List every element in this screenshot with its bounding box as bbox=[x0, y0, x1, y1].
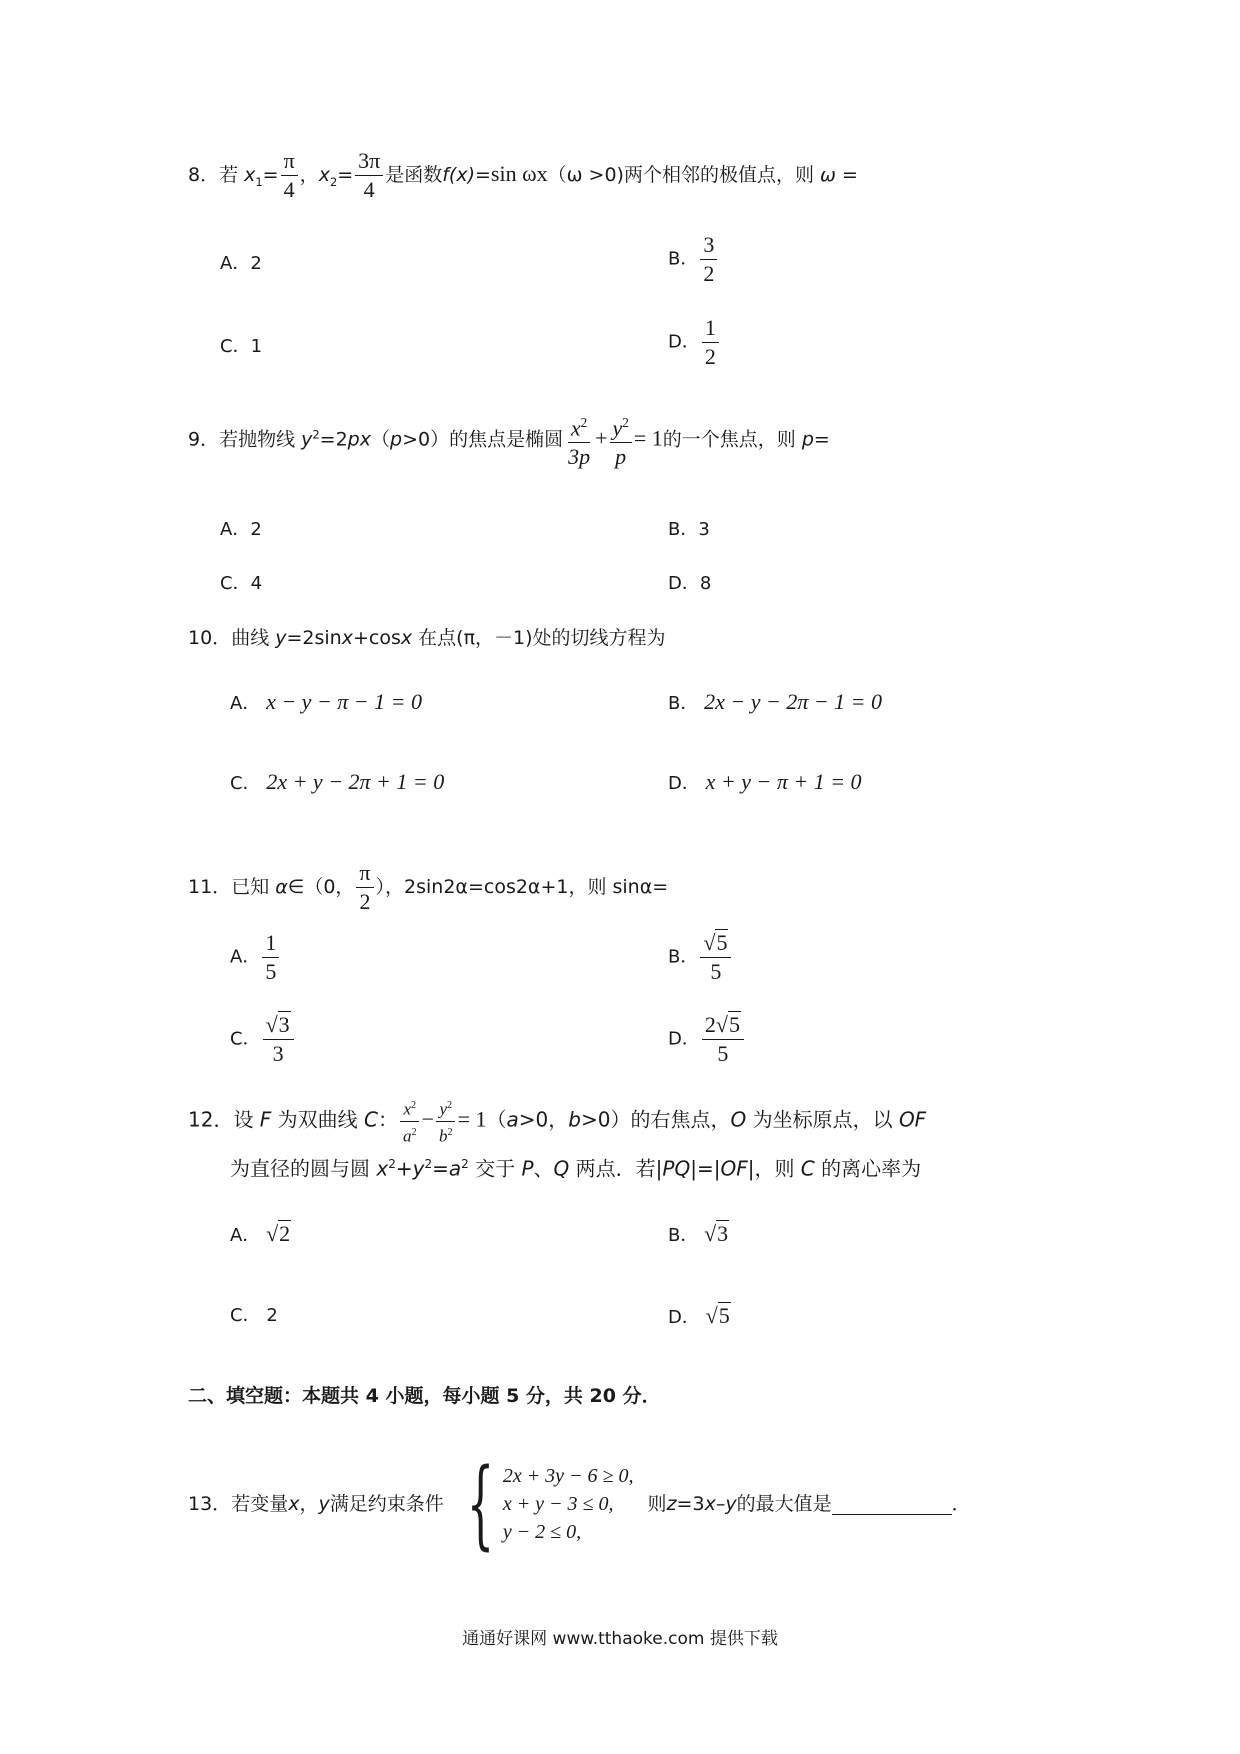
option-a[interactable]: A．2 bbox=[220, 253, 262, 274]
question-number: 9． bbox=[188, 428, 220, 451]
option-b[interactable]: B． √3 bbox=[668, 1221, 729, 1246]
fraction: $\frac{3}{2}$ bbox=[700, 232, 717, 287]
section-heading: 二、填空题：本题共 4 小题，每小题 5 分，共 20 分． bbox=[188, 1385, 661, 1407]
option-b[interactable]: B． 2x − y − 2π − 1 = 0 bbox=[668, 689, 883, 714]
option-b[interactable]: B．3 bbox=[668, 519, 710, 540]
fraction: $\frac{2√5}{5}$ bbox=[702, 1012, 744, 1067]
option-a[interactable]: A． $\frac{1}{5}$ bbox=[230, 930, 281, 985]
fraction: $\frac{√3}{3}$ bbox=[263, 1012, 294, 1067]
fraction: $\frac{y^2}{p}$ bbox=[610, 410, 632, 470]
option-c[interactable]: C． $\frac{√3}{3}$ bbox=[230, 1012, 296, 1067]
option-d[interactable]: D． $\frac{1}{2}$ bbox=[668, 315, 721, 370]
option-a[interactable]: A．2 bbox=[220, 519, 262, 540]
option-b[interactable]: B． $\frac{√5}{5}$ bbox=[668, 930, 733, 985]
option-c[interactable]: C． 2x + y − 2π + 1 = 0 bbox=[230, 769, 445, 794]
question-number: 10． bbox=[188, 627, 232, 649]
fraction: $\frac{y^2}{b^2}$ bbox=[436, 1096, 456, 1146]
question-12-stem: 12．设 F 为双曲线 C： $\frac{x^2}{a^2}$ − $\frac{y^2}{b^2}$ = 1（a>0，b>0）的右焦点，O 为坐标原点，以 OF bbox=[188, 1096, 926, 1146]
question-13-stem: 13． 若变量 x ， y 满足约束条件 { 2x + 3y − 6 ≥ 0, x + y − 3 ≤ 0, y − 2 ≤ 0, 则 z =3 x – y 的最大值是 ． bbox=[188, 1448, 971, 1560]
option-c[interactable]: C．1 bbox=[220, 336, 263, 357]
option-a[interactable]: A． √2 bbox=[230, 1221, 291, 1246]
question-11-stem: 11．已知 α∈（0， $\frac{\pi}{2}$ ），2sin2α=cos2α+1，则 sinα= bbox=[188, 860, 669, 914]
constraint-system: { 2x + 3y − 6 ≥ 0, x + y − 3 ≤ 0, y − 2 ≤ 0, bbox=[466, 1448, 634, 1560]
question-number: 11． bbox=[188, 876, 232, 898]
option-d[interactable]: D． $\frac{2√5}{5}$ bbox=[668, 1012, 746, 1067]
question-8-stem: 8．若 $x_1=$ $\frac{\pi}{4}$ ，$x_2=$ $\frac{3\pi}{4}$ 是函数f(x)=sin ωx（ω >0)两个相邻的极值点，则 ω = bbox=[188, 148, 858, 202]
option-b[interactable]: B． $\frac{3}{2}$ bbox=[668, 232, 719, 287]
page-footer: 通通好课网 www.tthaoke.com 提供下载 bbox=[462, 1629, 778, 1649]
fraction: $\frac{x^2}{a^2}$ bbox=[400, 1096, 420, 1146]
question-9-stem: 9．若抛物线 $y^2=2px(p>0)$的焦点是椭圆 $\frac{x^2}{3p}$ + $\frac{y^2}{p}$ = 1的一个焦点，则 p= bbox=[188, 410, 830, 470]
answer-blank[interactable] bbox=[832, 1494, 952, 1515]
fraction: $\frac{1}{2}$ bbox=[702, 315, 719, 370]
option-c[interactable]: C． 2 bbox=[230, 1305, 278, 1326]
question-12-stem-line2: 为直径的圆与圆 $x^2+y^2=a^2$ 交于 P、Q 两点．若|PQ|=|OF|，则 C 的离心率为 bbox=[230, 1156, 922, 1181]
option-a[interactable]: A． x − y − π − 1 = 0 bbox=[230, 689, 422, 714]
brace-icon: { bbox=[466, 1448, 495, 1560]
option-c[interactable]: C．4 bbox=[220, 573, 263, 594]
fraction: $\frac{x^2}{3p}$ bbox=[565, 410, 593, 470]
fraction: $\frac{1}{5}$ bbox=[262, 930, 279, 985]
question-number: 12． bbox=[188, 1107, 234, 1132]
fraction: $\frac{3\pi}{4}$ bbox=[355, 148, 383, 203]
fraction: $\frac{\pi}{4}$ bbox=[281, 148, 298, 203]
question-number: 8． bbox=[188, 164, 220, 186]
option-d[interactable]: D． x + y − π + 1 = 0 bbox=[668, 769, 862, 794]
fraction: $\frac{√5}{5}$ bbox=[700, 930, 731, 985]
fraction: $\frac{\pi}{2}$ bbox=[356, 860, 373, 915]
question-number: 13． bbox=[188, 1493, 232, 1515]
option-d[interactable]: D．8 bbox=[668, 573, 712, 594]
option-d[interactable]: D． √5 bbox=[668, 1303, 730, 1328]
question-10-stem: 10．曲线 y=2sinx+cosx 在点(π，－1)处的切线方程为 bbox=[188, 627, 666, 649]
